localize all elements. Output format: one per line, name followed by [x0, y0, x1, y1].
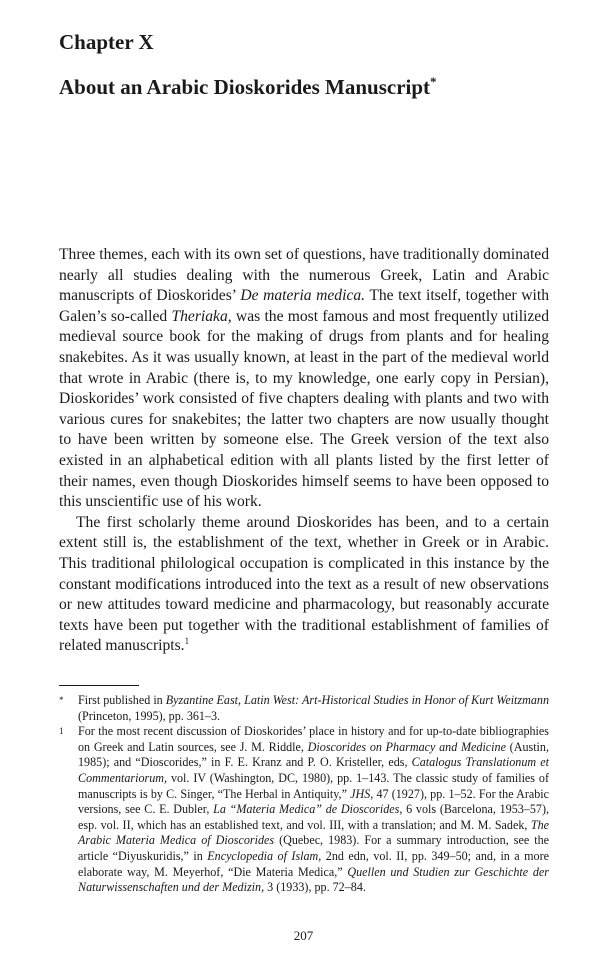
paragraph-1-text: The text itself, together with Galen’s so-called: [59, 287, 549, 325]
footnote-italic: JHS,: [350, 786, 374, 801]
work-title-de-materia-medica: De materia medica.: [240, 287, 366, 305]
footnote-separator: [59, 685, 139, 686]
footnote-reference-1: 1: [184, 636, 190, 647]
footnote-italic: Dioscorides on Pharmacy and Medicine: [307, 739, 506, 754]
footnote-italic: La “Materia Medica” de Dioscorides,: [213, 802, 403, 817]
footnote-mark: 1: [59, 726, 64, 737]
footnote-italic: The Arabic Materia Medica of Dioscorides: [78, 817, 549, 848]
body-text: [59, 245, 549, 657]
paragraph-1-text: was the most famous and most frequently utilized medieval source book for the making of drugs from plants and for healing snakebites. As it was usually known, at least in the part of the medieval world that wrote in Arabic (there is, to my knowledge, one early copy in Persian), Dioskorides’ work consisted of five chapters dealing with plants and two with various cures for snakebites; the latter two chapters are now usually thought to have been written by someone else. The Greek version of the text also existed in an alphabetical edition with all plants listed by the first letter of their names, even though Dioskorides himself seems to have been opposed to this unscientific use of his work.: [59, 307, 549, 511]
chapter-title: [59, 74, 437, 100]
footnotes: [59, 693, 549, 896]
footnote-text: First published in: [78, 693, 166, 707]
footnote-mark: *: [59, 695, 64, 705]
page-number: 207: [293, 928, 314, 943]
paragraph-1-text: Three themes, each with its own set of questions, have traditionally dominated nearly all studies dealing with the numerous Greek, Latin and Arabic manuscripts of Dioskorides’: [59, 246, 549, 305]
footnote-text: 2nd edn, vol. II, pp. 349–50; and, in a more elaborate way, M. Meyerhof, “Die Materia Medica,”: [78, 848, 549, 879]
footnote-italic: Quellen und Studien zur Geschichte der Naturwissenschaften und der Medizin,: [78, 864, 549, 895]
footnote-text: 6 vols (Barcelona, 1953–57), esp. vol. II, which has an established text, and vol. III, with a translation; and M. M. Sadek,: [78, 802, 550, 832]
footnote-1: [59, 724, 549, 896]
footnote-italic: Encyclopedia of Islam,: [207, 848, 322, 863]
footnote-text: 3 (1933), pp. 72–84.: [264, 880, 366, 895]
footnote-star: [59, 693, 549, 724]
footnote-text: (Princeton, 1995), pp. 361–3.: [78, 708, 221, 723]
chapter-title-footnote-mark: *: [430, 74, 437, 89]
paragraph-1: [59, 245, 549, 513]
footnote-text: 47 (1927), pp. 1–52. For the Arabic versions, see C. E. Dubler,: [78, 786, 549, 817]
footnote-italic: Byzantine East, Latin West: Art-Historical Studies in Honor of Kurt Weitzmann: [165, 693, 549, 707]
paragraph-2-text: The first scholarly theme around Dioskorides has been, and to a certain extent still is, the establishment of the text, whether in Greek or in Arabic. This traditional philological occupation is complicated in this instance by the constant modifications introduced into the text as a result of new observations or new attitudes toward medicine and pharmacology, but reasonably accurate texts have been put together with the traditional establishment of families of related manuscripts.: [59, 513, 549, 655]
work-title-theriaka: Theriaka,: [171, 307, 232, 325]
footnote-text: (Quebec, 1983). For a summary introduction, see the article “Diyuskuridis,” in: [78, 833, 549, 863]
footnote-text: For the most recent discussion of Dioskorides’ place in history and for up-to-date bibliographies on Greek and Latin sources, see J. M. Riddle,: [78, 724, 549, 754]
chapter-label: Chapter X: [59, 30, 154, 54]
chapter-title-text: About an Arabic Dioskorides Manuscript: [59, 75, 431, 99]
footnote-italic: Catalogus Translationum et Commentariorum,: [78, 755, 549, 785]
paragraph-2: [59, 513, 549, 657]
footnote-text: (Austin, 1985); and “Dioscorides,” in F. E. Kranz and P. O. Kristeller, eds,: [78, 739, 549, 770]
footnote-text: vol. IV (Washington, DC, 1980), pp. 1–143. The classic study of families of manuscripts is by C. Singer, “The Herbal in Antiquity,”: [78, 770, 549, 801]
